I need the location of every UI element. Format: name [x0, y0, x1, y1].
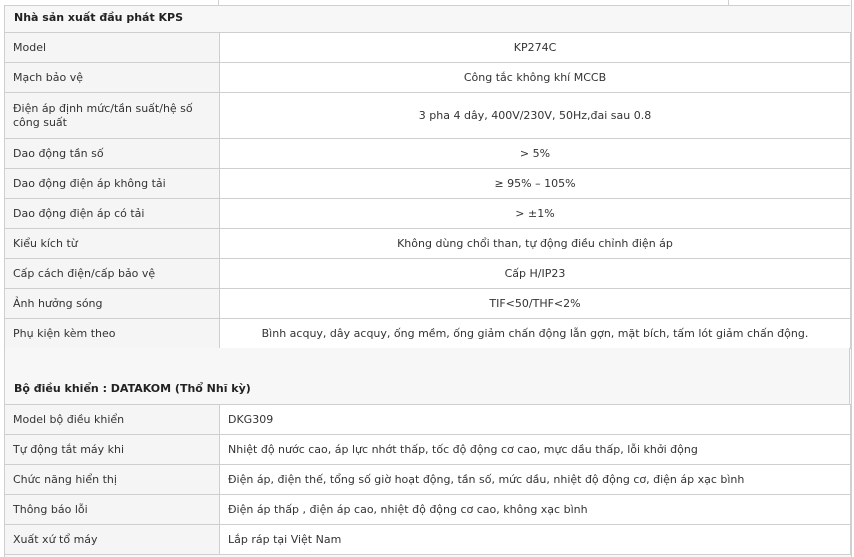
table-row: [5, 63, 851, 93]
table-row: [5, 33, 851, 63]
spec-label: Model bộ điều khiển: [5, 405, 220, 435]
table-row: [5, 435, 851, 465]
spec-label: Thông báo lỗi: [5, 495, 220, 525]
spec-label: Điện áp định mức/tần suất/hệ số công suất: [5, 93, 220, 139]
table-row: [5, 169, 851, 199]
section-separator: [4, 348, 850, 404]
table-row: [5, 199, 851, 229]
table-row: [5, 259, 851, 289]
table-row: [5, 319, 851, 349]
table-row: [5, 229, 851, 259]
table-row: [5, 465, 851, 495]
spec-value: DKG309: [220, 405, 851, 435]
table-row: [5, 139, 851, 169]
spec-value: KP274C: [220, 33, 851, 63]
spec-value: > 5%: [220, 139, 851, 169]
spec-value: > ±1%: [220, 199, 851, 229]
top-border: [4, 0, 850, 6]
spec-value: TIF<50/THF<2%: [220, 289, 851, 319]
table-row: [5, 405, 851, 435]
spec-value: Lắp ráp tại Việt Nam: [220, 525, 851, 555]
spec-label: Kiểu kích từ: [5, 229, 220, 259]
spec-label: Dao động điện áp không tải: [5, 169, 220, 199]
table-row: [5, 495, 851, 525]
section-title-controller: Bộ điều khiển : DATAKOM (Thổ Nhĩ kỳ): [14, 382, 251, 395]
table-row: [5, 289, 851, 319]
spec-label: Phụ kiện kèm theo: [5, 319, 220, 349]
spec-label: Model: [5, 33, 220, 63]
spec-label: Dao động tần số: [5, 139, 220, 169]
spec-value: Cấp H/IP23: [220, 259, 851, 289]
spec-label: Xuất xứ tổ máy: [5, 525, 220, 555]
spec-label: Chức năng hiển thị: [5, 465, 220, 495]
spec-label: Ảnh hưởng sóng: [5, 289, 220, 319]
spec-label: Dao động điện áp có tải: [5, 199, 220, 229]
spec-value: Không dùng chổi than, tự động điều chỉnh điện áp: [220, 229, 851, 259]
section-title-generator: Nhà sản xuất đầu phát KPS: [14, 11, 184, 24]
spec-value: Bình acquy, dây acquy, ống mềm, ống giảm chấn động lẫn gợn, mặt bích, tấm lót giảm chấn động.: [220, 319, 851, 349]
controller-spec-table: [4, 404, 851, 555]
generator-spec-table: [4, 32, 851, 349]
spec-value: Nhiệt độ nước cao, áp lực nhớt thấp, tốc độ động cơ cao, mực dầu thấp, lỗi khởi động: [220, 435, 851, 465]
table-row: [5, 93, 851, 139]
spec-label: Mạch bảo vệ: [5, 63, 220, 93]
spec-value: ≥ 95% – 105%: [220, 169, 851, 199]
table-row: [5, 525, 851, 555]
spec-value: Điện áp thấp , điện áp cao, nhiệt độ động cơ cao, không xạc bình: [220, 495, 851, 525]
spec-value: Công tắc không khí MCCB: [220, 63, 851, 93]
spec-label: Tự động tắt máy khi: [5, 435, 220, 465]
spec-value: Điện áp, điện thế, tổng số giờ hoạt động, tần số, mức dầu, nhiệt độ động cơ, điện áp xạc bình: [220, 465, 851, 495]
spec-label: Cấp cách điện/cấp bảo vệ: [5, 259, 220, 289]
spec-value: 3 pha 4 dây, 400V/230V, 50Hz,đai sau 0.8: [220, 93, 851, 139]
